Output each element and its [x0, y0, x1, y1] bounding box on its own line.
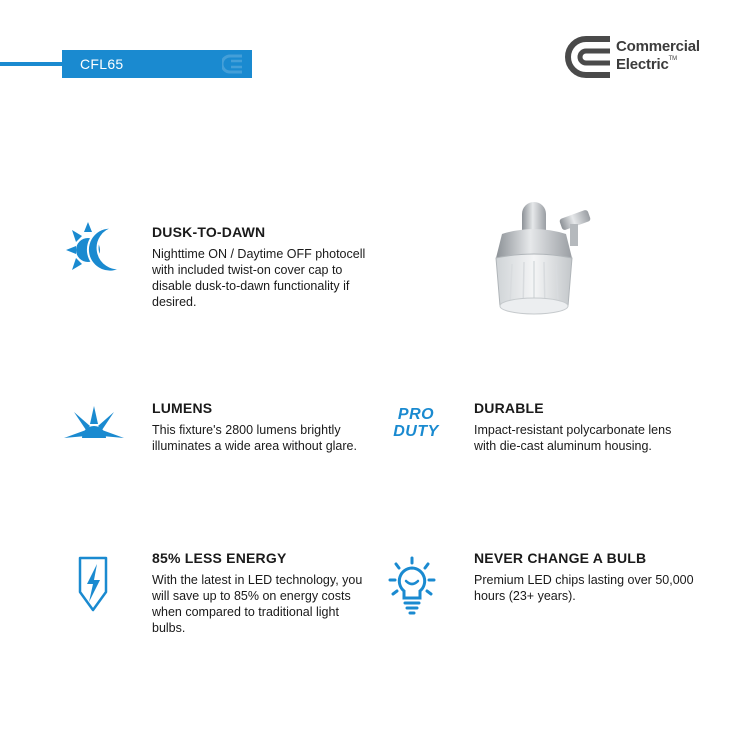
pro-duty-badge: [386, 406, 446, 440]
sunburst-icon: [64, 404, 124, 440]
feature-durable: [474, 400, 694, 454]
feature-description: Nighttime ON / Daytime OFF photocell with included twist-on cover cap to disable dusk-to-dawn functionality if desired.: [152, 247, 366, 309]
smiling-bulb-icon: [388, 556, 436, 616]
lightning-bolt-icon: [78, 556, 108, 612]
feature-title: LUMENS: [152, 400, 213, 416]
product-image: [468, 194, 608, 334]
feature-lumens: [152, 400, 372, 454]
feature-dusk-to-dawn: [152, 224, 372, 310]
model-number: CFL65: [80, 56, 124, 72]
sun-moon-icon: [64, 220, 128, 278]
feature-title: DURABLE: [474, 400, 544, 416]
feature-less-energy: [152, 550, 372, 636]
model-banner: [0, 50, 252, 78]
feature-description: This fixture's 2800 lumens brightly illuminates a wide area without glare.: [152, 423, 357, 453]
badge-line1: PRO: [397, 406, 435, 423]
feature-description: Impact-resistant polycarbonate lens with die-cast aluminum housing.: [474, 423, 672, 453]
feature-title: NEVER CHANGE A BULB: [474, 550, 647, 566]
brand-name-line2-text: Electric: [616, 56, 669, 73]
feature-title: 85% LESS ENERGY: [152, 550, 287, 566]
banner-line: [0, 62, 70, 66]
feature-description: Premium LED chips lasting over 50,000 hours (23+ years).: [474, 573, 694, 603]
commercial-electric-logo-icon: [564, 36, 612, 78]
feature-never-change-bulb: [474, 550, 694, 604]
brand-name-line1: Commercial: [616, 38, 700, 55]
trademark-symbol: TM: [668, 56, 677, 62]
brand-logo: [564, 36, 714, 78]
badge-line2: DUTY: [393, 423, 439, 440]
ghost-logo-icon: [222, 54, 244, 74]
feature-title: DUSK-TO-DAWN: [152, 224, 266, 240]
brand-name-line2: [616, 56, 677, 73]
feature-description: With the latest in LED technology, you will save up to 85% on energy costs when compared to traditional light bulbs.: [152, 573, 363, 635]
